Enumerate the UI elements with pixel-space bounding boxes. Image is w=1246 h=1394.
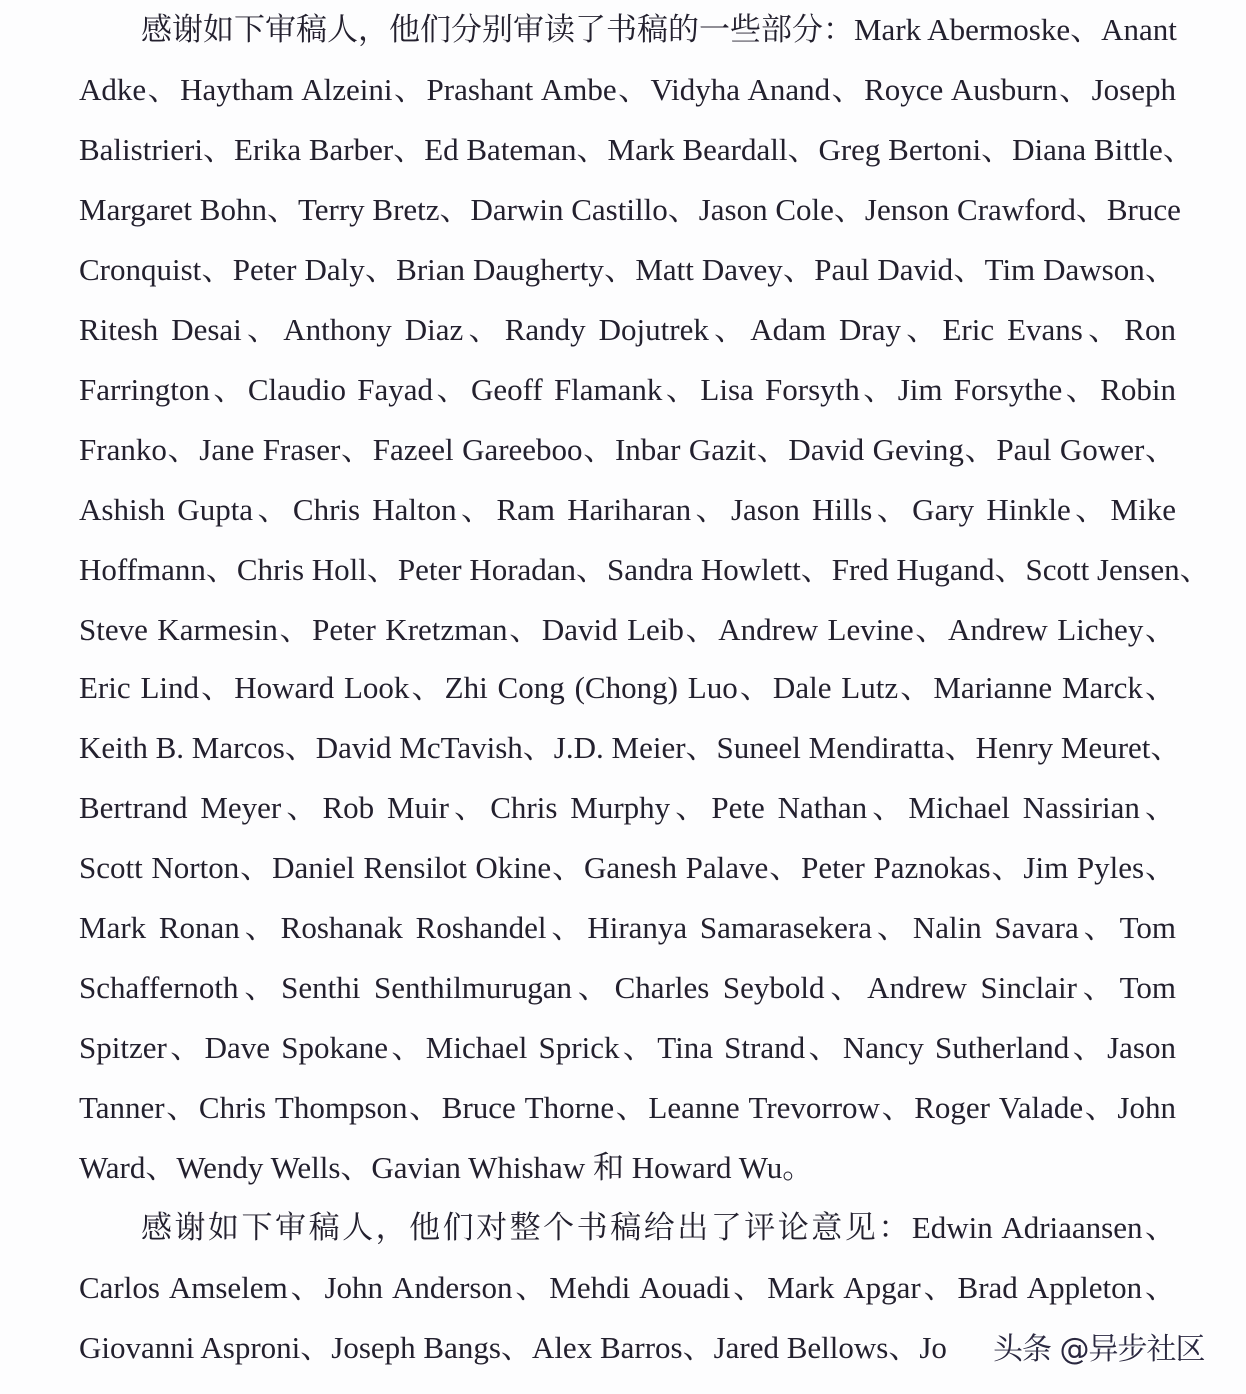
paragraph-1-line-16: Mark Ronan、Roshanak Roshandel、Hiranya Samarasekera、Nalin Savara、Tom xyxy=(79,910,1176,945)
paragraph-2-line-1: 感谢如下审稿人，他们对整个书稿给出了评论意见：Edwin Adriaansen、 xyxy=(141,1210,1176,1245)
paragraph-1-line-11: Steve Karmesin、Peter Kretzman、David Leib、Andrew Levine、Andrew Lichey、 xyxy=(79,612,1176,647)
paragraph-1-line-4: Margaret Bohn、Terry Bretz、Darwin Castillo、Jason Cole、Jenson Crawford、Bruce xyxy=(79,192,1181,227)
paragraph-1-line-5: Cronquist、Peter Daly、Brian Daugherty、Matt Davey、Paul David、Tim Dawson、 xyxy=(79,252,1176,287)
paragraph-1-line-15: Scott Norton、Daniel Rensilot Okine、Ganesh Palave、Peter Paznokas、Jim Pyles、 xyxy=(79,850,1176,885)
paragraph-1-line-10: Hoffmann、Chris Holl、Peter Horadan、Sandra Howlett、Fred Hugand、Scott Jensen、 xyxy=(79,552,1211,587)
paragraph-1-line-7: Farrington、Claudio Fayad、Geoff Flamank、Lisa Forsyth、Jim Forsythe、Robin xyxy=(79,372,1176,407)
paragraph-1-line-19: Tanner、Chris Thompson、Bruce Thorne、Leanne Trevorrow、Roger Valade、John xyxy=(79,1090,1176,1125)
watermark: 头条 @异步社区 xyxy=(993,1330,1205,1370)
paragraph-1-line-18: Spitzer、Dave Spokane、Michael Sprick、Tina Strand、Nancy Sutherland、Jason xyxy=(79,1030,1176,1065)
paragraph-1-line-14: Bertrand Meyer、Rob Muir、Chris Murphy、Pete Nathan、Michael Nassirian、 xyxy=(79,790,1176,825)
paragraph-2-line-2: Carlos Amselem、John Anderson、Mehdi Aouadi、Mark Apgar、Brad Appleton、 xyxy=(79,1270,1176,1305)
paragraph-1-line-2: Adke、Haytham Alzeini、Prashant Ambe、Vidyha Anand、Royce Ausburn、Joseph xyxy=(79,72,1176,107)
paragraph-1-line-1: 感谢如下审稿人，他们分别审读了书稿的一些部分：Mark Abermoske、Anant xyxy=(141,12,1177,47)
paragraph-1-line-8: Franko、Jane Fraser、Fazeel Gareeboo、Inbar Gazit、David Geving、Paul Gower、 xyxy=(79,432,1176,467)
paragraph-1-line-6: Ritesh Desai、Anthony Diaz、Randy Dojutrek、Adam Dray、Eric Evans、Ron xyxy=(79,312,1176,347)
paragraph-1-line-20: Ward、Wendy Wells、Gavian Whishaw 和 Howard Wu。 xyxy=(79,1150,814,1185)
paragraph-2-line-3: Giovanni Asproni、Joseph Bangs、Alex Barros、Jared Bellows、Jo xyxy=(79,1330,947,1365)
paragraph-1-line-3: Balistrieri、Erika Barber、Ed Bateman、Mark Beardall、Greg Bertoni、Diana Bittle、 xyxy=(79,132,1194,167)
paragraph-1-line-13: Keith B. Marcos、David McTavish、J.D. Meier、Suneel Mendiratta、Henry Meuret、 xyxy=(79,730,1182,765)
paragraph-1-line-12: Eric Lind、Howard Look、Zhi Cong (Chong) Luo、Dale Lutz、Marianne Marck、 xyxy=(79,670,1176,705)
paragraph-1-line-17: Schaffernoth、Senthi Senthilmurugan、Charles Seybold、Andrew Sinclair、Tom xyxy=(79,970,1176,1005)
paragraph-1-line-9: Ashish Gupta、Chris Halton、Ram Hariharan、Jason Hills、Gary Hinkle、Mike xyxy=(79,492,1176,527)
